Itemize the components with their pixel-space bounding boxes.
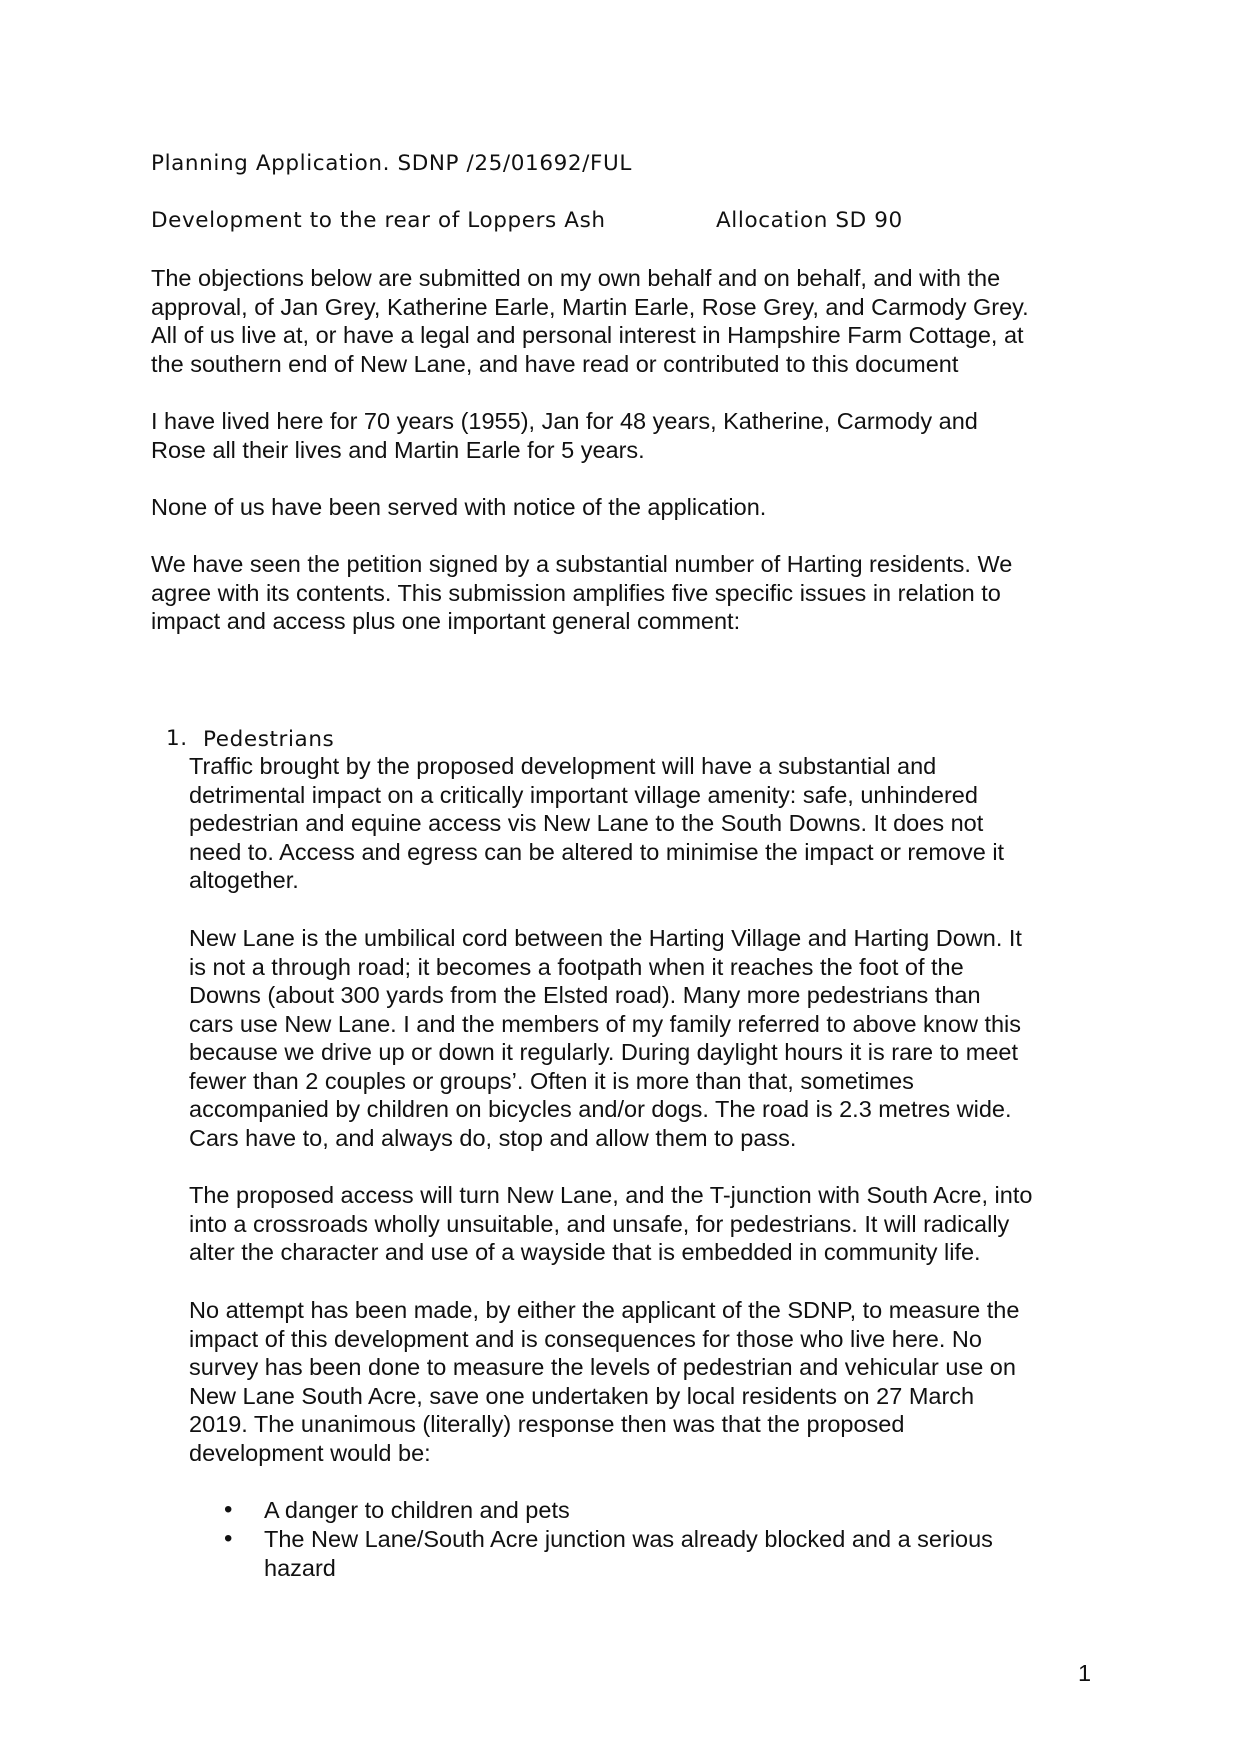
- section-title-pedestrians: Pedestrians: [203, 727, 335, 752]
- development-subtitle: Development to the rear of Loppers Ash: [151, 208, 606, 233]
- list-item: A danger to children and pets: [264, 1497, 570, 1523]
- list-item: The New Lane/South Acre junction was already blocked and a serious hazard: [264, 1526, 993, 1581]
- allocation-label: Allocation SD 90: [716, 208, 903, 233]
- page-number: 1: [1078, 1660, 1092, 1686]
- section-paragraph-4: No attempt has been made, by either the applicant of the SDNP, to measure the impact of this development and is consequences for those who live here. No survey has been done to measure the levels of pedestrian and vehicular use on New Lane South Acre, save one undertaken by local residents on 27 March 2019. The unanimous (literally) response then was that the proposed development would be:: [189, 1297, 1020, 1466]
- application-title: Planning Application. SDNP /25/01692/FUL: [151, 151, 632, 176]
- section-paragraph-1: Traffic brought by the proposed development will have a substantial and detrimental impact on a critically important village amenity: safe, unhindered pedestrian and equine access vis New Lane to the South Downs. It does not need to. Access and egress can be altered to minimise the impact or remove it altogether.: [189, 753, 1005, 893]
- intro-paragraph-3: None of us have been served with notice of the application.: [151, 494, 767, 520]
- section-paragraph-2: New Lane is the umbilical cord between the Harting Village and Harting Down. It is not a through road; it becomes a footpath when it reaches the foot of the Downs (about 300 yards from the Elsted road). Many more pedestrians than cars use New Lane. I and the members of my family referred to above know this because we drive up or down it regularly. During daylight hours it is rare to meet fewer than 2 couples or groups’. Often it is more than that, sometimes accompanied by children on bicycles and/or dogs. The road is 2.3 metres wide. Cars have to, and always do, stop and allow them to pass.: [189, 925, 1022, 1151]
- bullet-icon: •: [224, 1525, 233, 1552]
- intro-paragraph-2: I have lived here for 70 years (1955), Jan for 48 years, Katherine, Carmody and Rose all their lives and Martin Earle for 5 years.: [151, 408, 978, 463]
- intro-paragraph-4: We have seen the petition signed by a substantial number of Harting residents. We agree with its contents. This submission amplifies five specific issues in relation to impact and access plus one important general comment:: [151, 551, 1013, 634]
- section-number: 1.: [166, 726, 188, 751]
- bullet-icon: •: [224, 1496, 233, 1523]
- section-paragraph-3: The proposed access will turn New Lane, and the T-junction with South Acre, into into a crossroads wholly unsuitable, and unsafe, for pedestrians. It will radically alter the character and use of a wayside that is embedded in community life.: [189, 1182, 1033, 1265]
- intro-paragraph-1: The objections below are submitted on my own behalf and on behalf, and with the approval, of Jan Grey, Katherine Earle, Martin Earle, Rose Grey, and Carmody Grey. All of us live at, or have a legal and personal interest in Hampshire Farm Cottage, at the southern end of New Lane, and have read or contributed to this document: [151, 265, 1029, 377]
